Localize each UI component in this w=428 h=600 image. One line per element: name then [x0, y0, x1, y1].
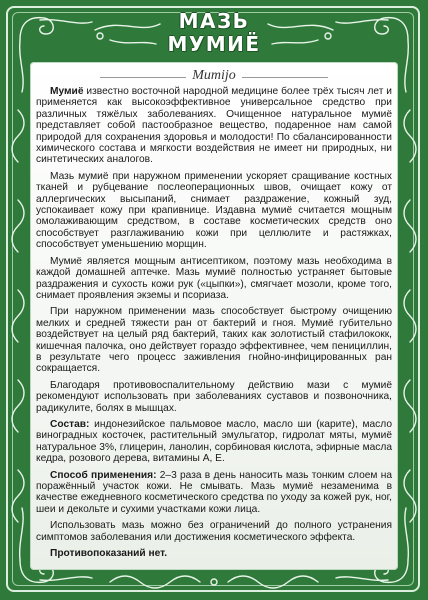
paragraph-contraindications [36, 548, 392, 559]
bottom-scroll [110, 576, 318, 588]
paragraph-joints: Благодаря противовоспалительному действию мази с мумиё рекомендуют использовать при заболеваниях суставов и позвоночника, радикулите, болях в мышцах. [36, 379, 392, 414]
usage-text: 2–3 раза в день наносить мазь тонким слоем на поражённый участок кожи. Не смывать. Мазь мумиё незаменима в качестве ежедневного косметического средства по уходу за кожей рук, ног, шеи и декольте и сухими участками кожи лица. [36, 469, 392, 515]
product-subtitle: Mumijo [192, 68, 236, 83]
paragraph-composition [36, 419, 392, 465]
paragraph-duration: Использовать мазь можно без ограничений до полного устранения симптомов заболевания или достижения косметического эффекта. [36, 520, 392, 543]
usage-lead: Способ применения: [50, 469, 157, 481]
title-line-1: МАЗЬ [178, 9, 250, 33]
side-scroll-left [12, 110, 24, 522]
title-line-2: МУМИЁ [167, 32, 261, 56]
leaflet-body [36, 86, 392, 564]
side-scroll-right [404, 110, 416, 522]
contraindications-text: Противопоказаний нет. [50, 548, 168, 560]
composition-text: индонезийское пальмовое масло, масло ши (карите), масло виноградных косточек, растительный эмульгатор, гидролат мяты, мумиё натуральное 3%, глицерин, ланолин, сорбиновая кислота, эфирные масла кедра, розового дерева, витамины А, Е. [36, 418, 392, 465]
paragraph-wounds: При наружном применении мазь способствует быстрому очищению мелких и средней тяжести ран от бактерий и гноя. Мумиё губительно воздействует на целый ряд бактерий, таких как золотистый стафилококк, кишечная палочка, оно действует гораздо эффективнее, чем пенициллин, в результате чего процесс заживления гнойно-инфицированных ран сокращается. [36, 306, 392, 375]
paragraph-intro [36, 86, 392, 166]
paragraph-antiseptic: Мумиё является мощным антисептиком, поэтому мазь необходима в каждой домашней аптечке. Мазь мумиё полностью устраняет бытовые раздражения и сухость кожи рук («цыпки»), смягчает мозоли, кроме того, снимает проявления экземы и псориаза. [36, 255, 392, 301]
intro-text: известно восточной народной медицине более трёх тысяч лет и применяется как высокоэффективное универсальное средство при различных тяжёлых заболеваниях. Очищенное натуральное мумиё представляет собой пастообразное вещество, подаренное нам самой природой для сохранения здоровья и молодости! По сбалансированности химического состава и мягкости воздействия не имеет ни природных, ни синтетических аналогов. [36, 86, 392, 166]
paragraph-usage [36, 470, 392, 516]
composition-lead: Состав: [50, 418, 90, 430]
intro-lead: Мумиё [50, 86, 84, 97]
paragraph-external-use: Мазь мумиё при наружном применении ускоряет сращивание костных тканей и рубцевание послеоперационных швов, очищает кожу от аллергических высыпаний, снимает раздражение, кожный зуд, успокаивает кожу при крапивнице. Издавна мумиё считается мощным омолаживающим средством, в составе косметических средств оно способствует разглаживанию кожи при целлюлите и растяжках, способствует уменьшению морщин. [36, 170, 392, 251]
product-title [0, 10, 428, 56]
